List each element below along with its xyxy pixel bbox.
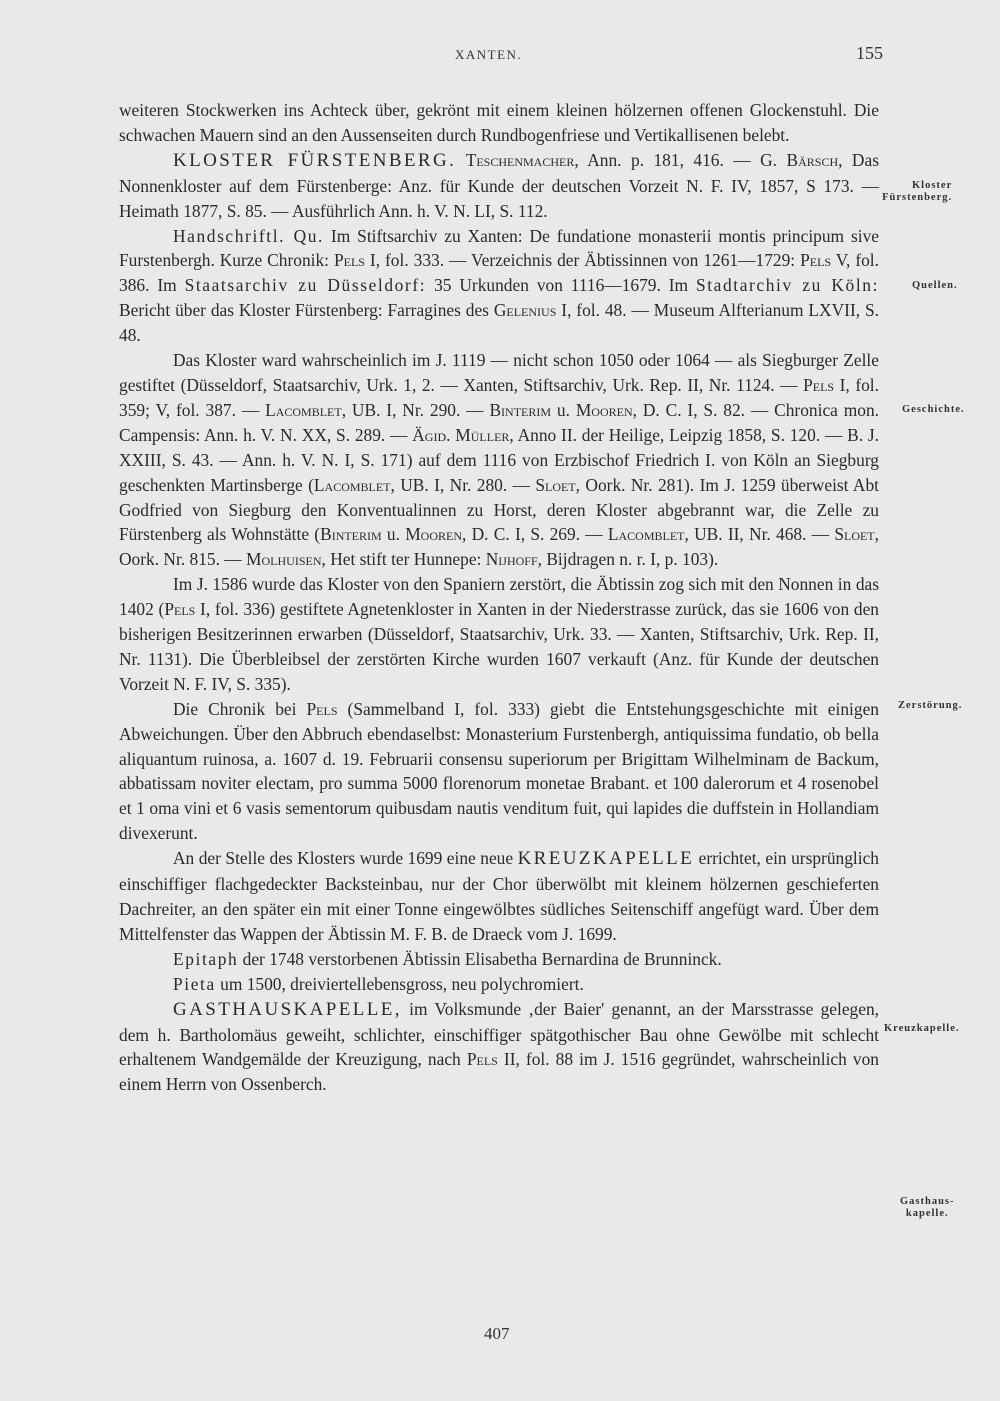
- author-name: Pels: [466, 1049, 498, 1070]
- margin-note-kreuzkapelle: Kreuzkapelle.: [884, 1023, 960, 1034]
- heading-pieta: Pieta: [173, 973, 216, 994]
- heading-kreuzkapelle: KREUZKAPELLE: [517, 848, 695, 870]
- author-name: Binterim: [489, 399, 552, 420]
- text-run: V, fol. 386. Im: [119, 250, 879, 296]
- paragraph-zerstoerung: [119, 572, 879, 697]
- author-name: Lacomblet: [607, 524, 685, 545]
- margin-note-quellen: Quellen.: [912, 280, 958, 291]
- author-name: Sloet: [535, 474, 576, 495]
- text-run: , Het stift ter Hunnepe:: [321, 549, 486, 570]
- text-run: , D. C. I, S. 269. —: [462, 524, 608, 545]
- margin-note-gasthaus-line2: kapelle.: [905, 1208, 949, 1219]
- author-name: Pels: [306, 698, 338, 719]
- margin-note-kloster-line2: Fürstenberg.: [882, 192, 953, 203]
- text-run: I, fol. 336) gestiftete Agnetenkloster in Xanten in der Niederstrasse zurück, das sie 1606 von den bisherigen Besitzerinnen erwarben (Düsseldorf, Staatsarchiv, Urk. 33. — Xanten, Stiftsarchiv, Urk. Rep. II, Nr. 1131). Die Überbleibsel der zerstörten Kirche wurden 1607 verkauft (Anz. für Kunde der deutschen Vorzeit N. F. IV, S. 335).: [119, 599, 879, 694]
- text-run: I, fol. 359; V, fol. 387. —: [119, 374, 879, 420]
- signature-number: 407: [484, 1324, 510, 1343]
- text-run: , Oork. Nr. 815. —: [119, 524, 879, 570]
- text-run: 35 Urkunden von 1116—1679. Im: [426, 275, 696, 296]
- margin-note-gasthaus-line1: Gasthaus-: [900, 1196, 955, 1207]
- author-name: Pels: [333, 250, 365, 271]
- text-run: um 1500, dreiviertellebensgross, neu polychromiert.: [215, 973, 584, 994]
- paragraph-quellen: [119, 224, 879, 349]
- text-run: im Volksmunde ‚der Baier' genannt, an der Marsstrasse gelegen, dem h. Bartholomäus geweiht, schlichter, einschiffiger spätgothischer Bau ohne Gewölbe mit schlecht erhaltenem Wandgemälde der Kreuzigung, nach: [119, 998, 879, 1070]
- author-name: Binterim: [320, 524, 382, 545]
- paragraph-geschichte: [119, 348, 879, 572]
- page-number: 155: [856, 43, 883, 63]
- text-run: u.: [551, 399, 576, 420]
- running-title: XANTEN.: [455, 47, 523, 62]
- text-run: , D. C. I, S. 82. — Chronica mon. Campensis: Ann. h. V. N. XX, S. 289. —: [119, 399, 880, 445]
- text-run: , Ann. p. 181, 416. — G.: [574, 149, 787, 170]
- text-run: , Anno II. der Heilige, Leipzig 1858, S. 120. — B. J. XXIII, S. 43. — Ann. h. V. N. I, S. 171) auf dem 1116 von Erzbischof Friedrich I. von Köln an Siegburg geschenkten Martinsberge (: [119, 424, 879, 495]
- text-run: Das Kloster ward wahrscheinlich im J. 1119 — nicht schon 1050 oder 1064 — als Siegburger Zelle gestiftet (Düsseldorf, Staatsarchiv, Urk. 1, 2. — Xanten, Stiftsarchiv, Urk. Rep. II, Nr. 1124. —: [119, 350, 879, 395]
- margin-note-kloster: [882, 180, 953, 204]
- author-name: Bärsch: [786, 149, 839, 170]
- text-run: Bericht über das Kloster Fürstenberg: Farragines des: [119, 300, 494, 321]
- author-name: Mooren: [405, 524, 463, 545]
- author-name: Pels: [803, 374, 835, 395]
- text-run: , UB. II, Nr. 468. —: [684, 524, 835, 545]
- text-run: I, fol. 333. — Verzeichnis der Äbtissinnen von 1261—1729:: [364, 250, 801, 271]
- author-name: Pels: [800, 250, 832, 271]
- author-name: Pels: [164, 599, 196, 620]
- heading-handschriftl-qu: Handschriftl. Qu.: [173, 225, 324, 246]
- text-run: [456, 150, 465, 170]
- text-run: , Das Nonnenkloster auf dem Fürstenberge: Anz. für Kunde der deutschen Vorzeit N. F. IV, 1857, S 173. — Heimath 1877, S. 85. — Ausführlich Ann. h. V. N. LI, S. 112.: [119, 149, 879, 221]
- author-name: Ägid. Müller: [412, 424, 510, 445]
- text-run: , UB. I, Nr. 280. —: [390, 474, 536, 495]
- author-name: Lacomblet: [313, 474, 391, 495]
- text-run: Im Stiftsarchiv zu Xanten: De fundatione monasterii montis principum sive Furstenbergh. Kurze Chronik:: [119, 225, 879, 271]
- archive-name: Staatsarchiv zu Düsseldorf:: [184, 275, 427, 296]
- text-run: (Sammelband I, fol. 333) giebt die Entstehungsgeschichte mit einigen Abweichungen. Über den Abbruch ebendaselbst: Monasterium Furstenbergh, antiquissima fundatio, ob bella aliquantum ruinosa, a. 1607 d. 19. Februarii consensu superiorum per Brigittam Wilhelminam de Backum, abbatissam noviter electam, pro summa 5000 florenorum monetae Brabant. et 100 dalerorum et 4 rosenobel et 1 oma vini et 6 vasis sementorum quibusdam nautis venditum fuit, qui lapides die duffstein in Hollandiam divexerunt.: [119, 698, 879, 844]
- text-run: errichtet, ein ursprünglich einschiffiger flachgedeckter Backsteinbau, nur der Chor überwölbt mit kleinem hölzernen geschieferten Dachreiter, an den später ein mit einer Tonne eingewölbtes südliches Seitenschiff angefügt ward. Über dem Mittelfenster das Wappen der Äbtissin M. F. B. de Draeck vom J. 1699.: [119, 848, 879, 944]
- paragraph-epitaph: [119, 947, 879, 972]
- author-name: Molhuisen: [246, 549, 322, 570]
- heading-epitaph: Epitaph: [173, 948, 239, 969]
- text-run: , Oork. Nr. 281). Im J. 1259 überweist Abt Godfried von Siegburg den Konventualinnen zu Horst, deren Kloster abgebrannt war, die Zelle zu Fürstenberg als Wohnstätte (: [119, 474, 880, 545]
- paragraph-kloster-fuerstenberg: [119, 148, 879, 224]
- margin-note-kloster-line1: Kloster: [912, 180, 953, 191]
- paragraph-gasthauskapelle: [119, 997, 879, 1098]
- heading-gasthauskapelle: GASTHAUSKAPELLE,: [173, 998, 402, 1020]
- text-run: , Bijdragen n. r. I, p. 103).: [537, 549, 719, 570]
- archive-name: Stadtarchiv zu Köln:: [695, 275, 879, 296]
- paragraph-chronik: [119, 697, 879, 846]
- text-run: der 1748 verstorbenen Äbtissin Elisabetha Bernardina de Brunninck.: [238, 948, 722, 969]
- paragraph-continuation: weiteren Stockwerken ins Achteck über, gekrönt mit einem kleinen hölzernen offenen Glockenstuhl. Die schwachen Mauern sind an den Aussenseiten durch Rundbogenfriese und Vertikallisenen belebt.: [119, 100, 879, 145]
- text-run: I, fol. 48. — Museum Alfterianum LXVII, S. 48.: [119, 300, 879, 346]
- text-run: II, fol. 88 im J. 1516 gegründet, wahrscheinlich von einem Herrn von Ossenberch.: [119, 1049, 879, 1095]
- text-run: , UB. I, Nr. 290. —: [341, 399, 490, 420]
- author-name: Mooren: [575, 399, 633, 420]
- paragraph-kreuzkapelle: [119, 846, 879, 947]
- author-name: Sloet: [834, 524, 875, 545]
- paragraph-pieta: [119, 972, 879, 997]
- margin-note-geschichte: Geschichte.: [902, 404, 965, 415]
- author-name: Teschenmacher: [465, 149, 575, 170]
- margin-note-zerstoerung: Zerstörung.: [898, 700, 963, 711]
- author-name: Gelenius: [493, 300, 557, 321]
- heading-kloster-fuerstenberg: KLOSTER FÜRSTENBERG.: [173, 149, 457, 171]
- margin-note-gasthauskapelle: [900, 1196, 955, 1220]
- text-run: Im J. 1586 wurde das Kloster von den Spaniern zerstört, die Äbtissin zog sich mit den Nonnen in das 1402 (: [119, 574, 879, 620]
- author-name: Nijhoff: [485, 549, 538, 570]
- author-name: Lacomblet: [265, 399, 342, 420]
- text-run: u.: [381, 524, 406, 545]
- text-run: Die Chronik bei: [173, 698, 307, 719]
- body-text: [119, 98, 879, 1097]
- text-run: An der Stelle des Klosters wurde 1699 eine neue: [173, 848, 518, 869]
